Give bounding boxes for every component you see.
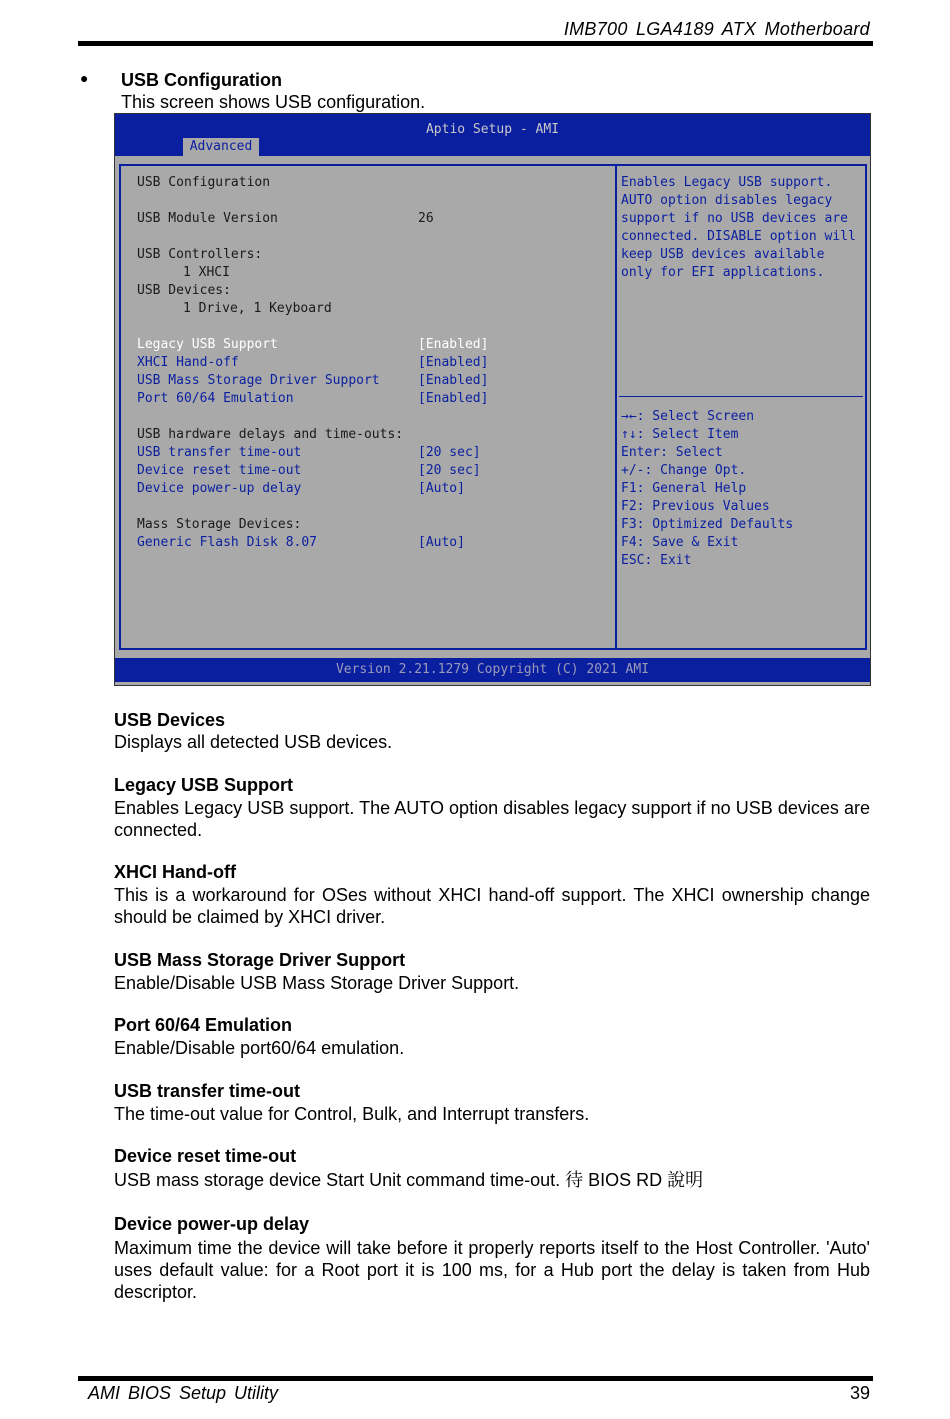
item-title-port-emulation: Port 60/64 Emulation xyxy=(114,1015,293,1035)
bios-title-bar xyxy=(115,114,870,156)
help-text-line: keep USB devices available xyxy=(621,247,825,262)
help-text-line: Enables Legacy USB support. xyxy=(621,175,833,190)
device-powerup-delay-value[interactable]: [Auto] xyxy=(418,481,465,496)
item-title-powerup-delay: Device power-up delay xyxy=(114,1214,310,1234)
usb-mass-storage-option[interactable]: USB Mass Storage Driver Support xyxy=(137,373,380,388)
page-header-title: IMB700 LGA4189 ATX Motherboard xyxy=(563,19,870,39)
key-help-enter: Enter: Select xyxy=(621,445,723,460)
generic-flash-disk-value[interactable]: [Auto] xyxy=(418,535,465,550)
key-help-f3: F3: Optimized Defaults xyxy=(621,517,794,532)
legacy-usb-support-value[interactable]: [Enabled] xyxy=(418,337,489,352)
bios-help-separator xyxy=(619,396,863,397)
help-text-line: AUTO option disables legacy xyxy=(621,193,833,208)
delays-heading: USB hardware delays and time-outs: xyxy=(137,427,404,442)
mass-storage-devices-heading: Mass Storage Devices: xyxy=(137,517,302,532)
bullet-icon: ● xyxy=(80,70,89,86)
usb-transfer-timeout-option[interactable]: USB transfer time-out xyxy=(137,445,302,460)
usb-transfer-timeout-value[interactable]: [20 sec] xyxy=(418,445,481,460)
item-text-usb-devices: Displays all detected USB devices. xyxy=(114,732,393,752)
item-text-powerup-delay: Maximum time the device will take before it properly reports itself to the Host Controller. 'Auto' uses default value: for a Root port it is 100 ms, for a Hub port the delay is taken from Hub descriptor. xyxy=(114,1238,870,1302)
usb-devices-label: USB Devices: xyxy=(137,283,231,298)
item-title-legacy-usb: Legacy USB Support xyxy=(114,775,294,795)
item-text-mass-storage: Enable/Disable USB Mass Storage Driver Support. xyxy=(114,973,520,993)
footer-title: AMI BIOS Setup Utility xyxy=(88,1383,279,1403)
device-reset-timeout-value[interactable]: [20 sec] xyxy=(418,463,481,478)
item-title-transfer-timeout: USB transfer time-out xyxy=(114,1081,301,1101)
usb-mass-storage-value[interactable]: [Enabled] xyxy=(418,373,489,388)
item-title-xhci: XHCI Hand-off xyxy=(114,862,236,882)
item-title-reset-timeout: Device reset time-out xyxy=(114,1146,297,1166)
key-help-f1: F1: General Help xyxy=(621,481,747,496)
section-description: This screen shows USB configuration. xyxy=(121,92,426,112)
usb-module-version-label: USB Module Version xyxy=(137,211,278,226)
usb-module-version-value: 26 xyxy=(418,211,434,226)
port-emulation-option[interactable]: Port 60/64 Emulation xyxy=(137,391,294,406)
header-rule xyxy=(78,41,873,46)
xhci-hand-off-value[interactable]: [Enabled] xyxy=(418,355,489,370)
bios-screen-heading: USB Configuration xyxy=(137,175,271,190)
port-emulation-value[interactable]: [Enabled] xyxy=(418,391,489,406)
item-text-transfer-timeout: The time-out value for Control, Bulk, and Interrupt transfers. xyxy=(114,1104,590,1124)
footer-rule xyxy=(78,1376,873,1381)
tab-advanced[interactable]: Advanced xyxy=(183,138,259,156)
device-powerup-delay-option[interactable]: Device power-up delay xyxy=(137,481,302,496)
help-text-line: connected. DISABLE option will xyxy=(621,229,856,244)
usb-controllers-value: 1 XHCI xyxy=(183,265,230,280)
key-help-change-opt: +/-: Change Opt. xyxy=(621,463,747,478)
item-text-port-emulation: Enable/Disable port60/64 emulation. xyxy=(114,1038,405,1058)
key-help-select-screen: →←: Select Screen xyxy=(621,409,755,424)
bios-screenshot xyxy=(114,113,871,686)
section-title: USB Configuration xyxy=(121,70,282,90)
item-text-reset-timeout: USB mass storage device Start Unit command time-out. 待 BIOS RD 說明 xyxy=(114,1170,704,1190)
item-text-legacy-usb: Enables Legacy USB support. The AUTO option disables legacy support if no USB devices are connected. xyxy=(114,798,870,840)
usb-controllers-label: USB Controllers: xyxy=(137,247,263,262)
item-title-usb-devices: USB Devices xyxy=(114,710,226,730)
help-text-line: only for EFI applications. xyxy=(621,265,825,280)
key-help-esc: ESC: Exit xyxy=(621,553,692,568)
device-reset-timeout-option[interactable]: Device reset time-out xyxy=(137,463,302,478)
bios-app-title: Aptio Setup - AMI xyxy=(425,122,560,137)
key-help-select-item: ↑↓: Select Item xyxy=(621,427,739,442)
help-text-line: support if no USB devices are xyxy=(621,211,848,226)
key-help-f2: F2: Previous Values xyxy=(621,499,770,514)
xhci-hand-off-option[interactable]: XHCI Hand-off xyxy=(137,355,239,370)
item-title-mass-storage: USB Mass Storage Driver Support xyxy=(114,950,406,970)
item-text-xhci: This is a workaround for OSes without XHCI hand-off support. The XHCI ownership change should be claimed by XHCI driver. xyxy=(114,885,870,927)
legacy-usb-support-option[interactable]: Legacy USB Support xyxy=(137,337,278,352)
bios-version-text: Version 2.21.1279 Copyright (C) 2021 AMI xyxy=(335,662,650,677)
bios-status-bar xyxy=(115,658,870,682)
page-number: 39 xyxy=(849,1383,870,1403)
usb-devices-value: 1 Drive, 1 Keyboard xyxy=(183,301,332,316)
key-help-f4: F4: Save & Exit xyxy=(621,535,739,550)
generic-flash-disk-option[interactable]: Generic Flash Disk 8.07 xyxy=(137,535,318,550)
